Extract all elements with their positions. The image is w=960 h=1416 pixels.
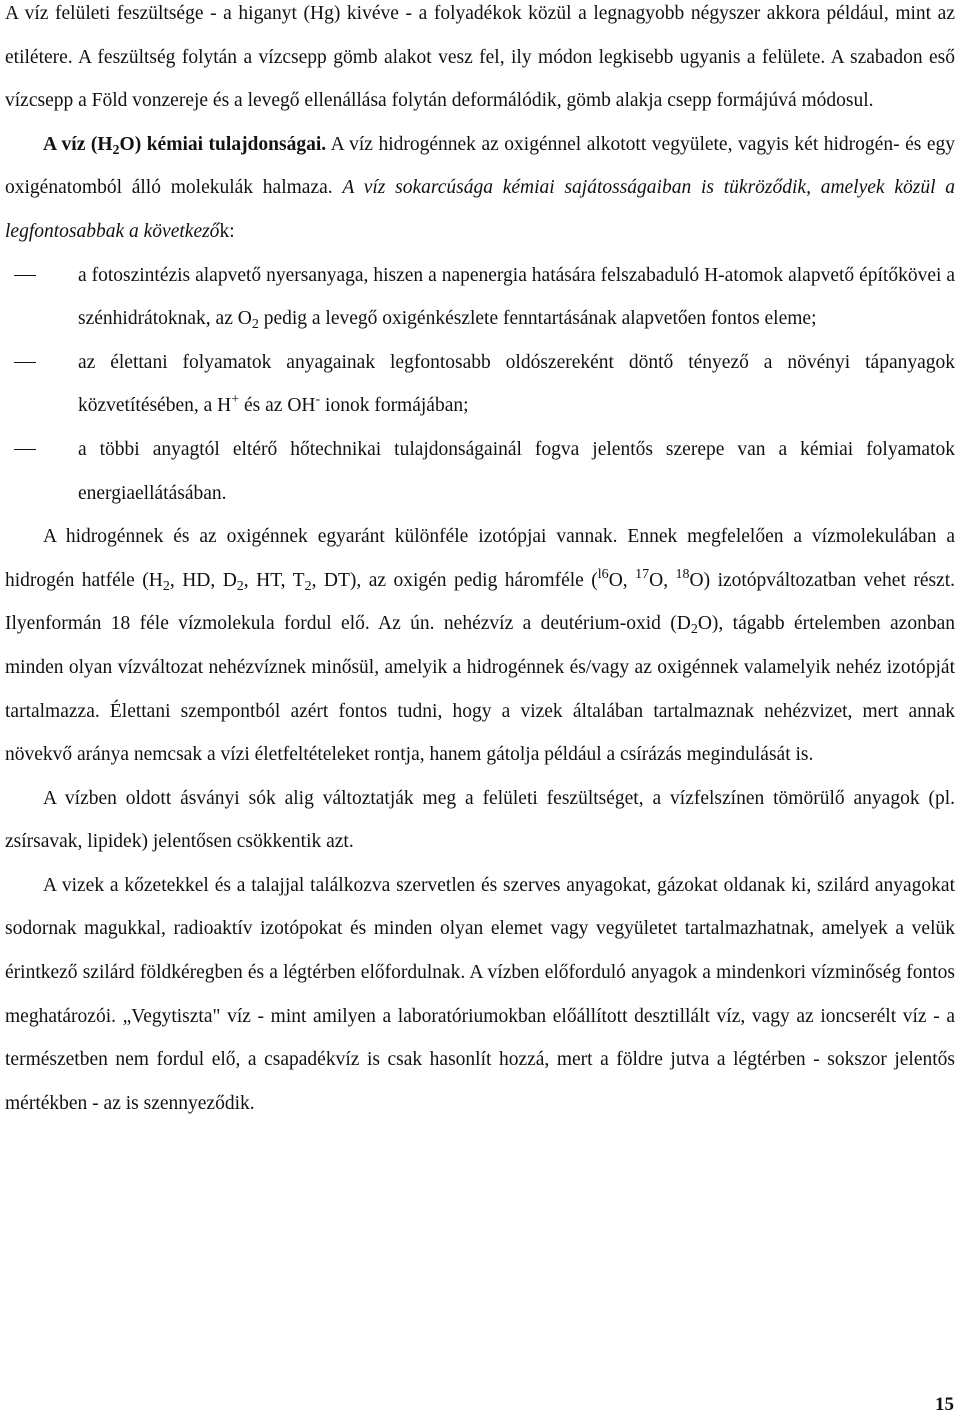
list-item-thermal: a többi anyagtól eltérő hőtechnikai tulajdonságainál fogva jelentős szerepe van a kémiai folyamatok energiaellátásában. (5, 428, 955, 515)
paragraph-chemical-properties: A víz $(H_2O)$ kémiai tulajdonságai. A víz hidrogénnek az oxigénnel alkotott vegyülete, vagyis két hidrogén- és egy oxigénatomból álló molekulák halmaza. A víz sokarcúsága kémiai sajátosságaiban is tükröződik, amelyek közül a legfontosabbak a következők: (5, 133, 955, 242)
dash-bullet (14, 362, 36, 364)
list-item-solvent: az élettani folyamatok anyagainak legfontosabb oldószereként döntő tényező a növényi tápanyagok közvetítésében, a H+ és az OH- ionok formájában; (5, 341, 955, 428)
paragraph-surface-tension (5, 0, 955, 123)
page-number: 15 (935, 1394, 954, 1415)
paragraph-water-quality (5, 864, 955, 1126)
italic-text: A víz sokarcúsága kémiai sajátosságaiban is tükröződik, amelyek közül a legfontosabbak a következő (5, 177, 955, 242)
paragraph-isotopes: A hidrogénnek és az oxigénnek egyaránt különféle izotópjai vannak. Ennek megfelelően a vízmolekulában a hidrogén hatféle ($H_2$, HD, $D_2$, HT, $T_2$, DT), az oxigén pedig háromféle ($^{l6}$O, $^{17}$O, $^{18}$O) izotópváltozatban vehet részt. Ilyenformán 18 féle vízmolekula fordul elő. Az ún. nehézvíz a deutérium-oxid $(D_2O)$, tágabb értelemben azonban minden olyan vízváltozat nehézvíznek minősül, amelyik a hidrogénnek és/vagy az oxigénnek valamelyik nehéz izotópját tartalmazza. Élettani szempontból azért fontos tudni, hogy a vizek általában tartalmaznak nehézvizet, mert annak növekvő aránya nemcsak a vízi életfeltételeket rontja, hanem gátolja például a csírázás megindulását is. (5, 526, 956, 766)
section-heading: A víz $(H_2O)$ kémiai tulajdonságai. (43, 133, 327, 158)
paragraph-text: A víz hidrogénnek az oxigénnel alkotott vegyülete, vagyis két hidrogén- és egy oxigénatomból álló molekulák halmaza. (5, 133, 955, 199)
dash-bullet (14, 275, 36, 277)
document-page (5, 0, 955, 1125)
paragraph-text: A vizek a kőzetekkel és a talajjal találkozva szervetlen és szerves anyagokat, gázokat oldanak ki, szilárd anyagokat sodornak magukkal, radioaktív izotópokat és minden olyan elemet vagy vegyületet tartalmazhatnak, amelyek a velük érintkező szilárd földkéregben és a légtérben előfordulnak. A vízben előforduló anyagok a mindenkori vízminőség fontos meghatározói. „Vegytiszta" víz - mint amilyen a laboratóriumokban előállított desztillált víz, vagy az ioncserélt víz - a természetben nem fordul elő, a csapadékvíz is csak hasonlít hozzá, mert a földre jutva a légtérben - sokszor jelentős mértékben - az is szennyeződik. (5, 874, 955, 1114)
paragraph-text: A víz felületi feszültsége - a higanyt (Hg) kivéve - a folyadékok közül a legnagyobb négyszer akkora például, mint az etilétere. A feszültség folytán a vízcsepp gömb alakot vesz fel, ily módon legkisebb ugyanis a felülete. A szabadon eső vízcsepp a Föld vonzereje és a levegő ellenállása folytán deformálódik, gömb alakja csepp formájúvá módosul. (5, 3, 955, 112)
list-item-photosynthesis: a fotoszintézis alapvető nyersanyaga, hiszen a napenergia hatására felszabaduló H-atomok alapvető építőkövei a szénhidrátoknak, az $O_2$ pedig a levegő oxigénkészlete fenntartásának alapvetően fontos eleme; (5, 254, 955, 341)
paragraph-text: A vízben oldott ásványi sók alig változtatják meg a felületi feszültséget, a vízfelszínen tömörülő anyagok (pl. zsírsavak, lipidek) jelentősen csökkentik azt. (5, 787, 955, 853)
paragraph-dissolved-salts (5, 777, 955, 864)
dash-bullet (14, 449, 36, 451)
